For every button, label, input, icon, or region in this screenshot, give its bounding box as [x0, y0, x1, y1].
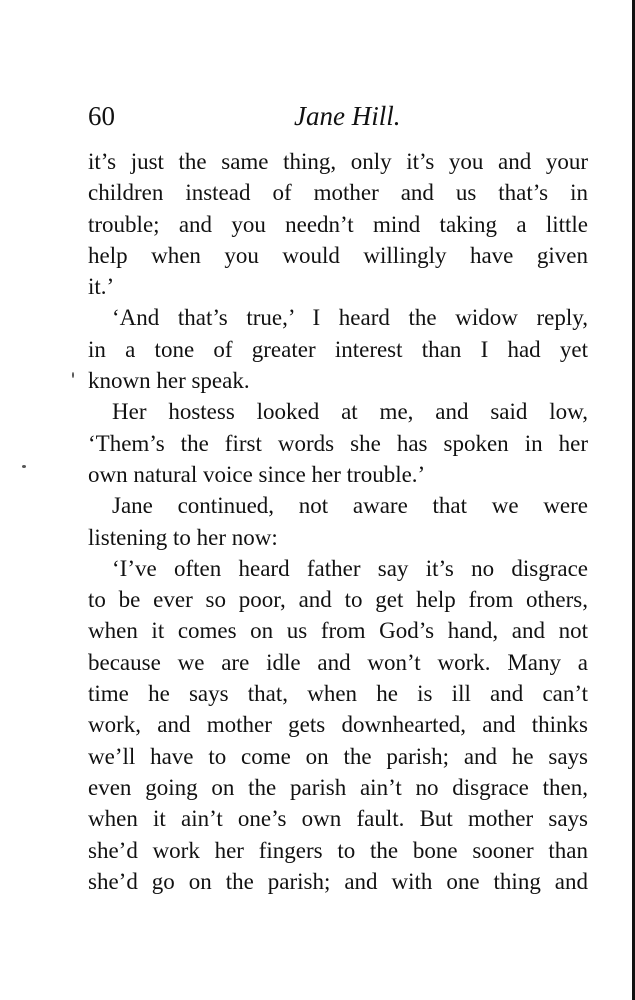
text-line: in a tone of greater interest than I had yet	[88, 336, 588, 362]
text-line: ‘And that’s true,’ I heard the widow reply,	[112, 305, 588, 331]
text-line: when it comes on us from God’s hand, and not	[88, 618, 588, 644]
text-line: time he says that, when he is ill and can’t	[88, 681, 588, 707]
text-line: help when you would willingly have given	[88, 242, 588, 268]
page-header	[88, 96, 588, 136]
text-line: she’d work her fingers to the bone sooner than	[88, 837, 588, 863]
text-line: trouble; and you needn’t mind taking a little	[88, 211, 588, 237]
margin-speck	[22, 465, 26, 468]
text-line: ‘Them’s the first words she has spoken in her	[88, 430, 588, 456]
text-line: Her hostess looked at me, and said low,	[112, 399, 588, 425]
text-line: it’s just the same thing, only it’s you and your	[88, 149, 588, 174]
text-line: when it ain’t one’s own fault. But mother says	[88, 806, 588, 832]
text-line: listening to her now:	[88, 524, 278, 550]
text-line: known her speak.	[88, 368, 250, 394]
text-line: ‘I’ve often heard father say it’s no disgrace	[112, 555, 588, 581]
margin-speck	[72, 372, 74, 378]
text-line: it.’	[88, 274, 115, 300]
text-line: to be ever so poor, and to get help from others,	[88, 587, 588, 613]
text-line: we’ll have to come on the parish; and he says	[88, 743, 588, 769]
page-number: 60	[88, 101, 115, 131]
text-line: Jane continued, not aware that we were	[112, 493, 588, 519]
running-title: Jane Hill.	[294, 101, 401, 131]
text-line: own natural voice since her trouble.’	[88, 461, 426, 487]
text-line: she’d go on the parish; and with one thing and	[88, 868, 588, 894]
body-text	[88, 146, 588, 897]
text-line: work, and mother gets downhearted, and thinks	[88, 712, 588, 738]
text-line: even going on the parish ain’t no disgrace then,	[88, 774, 588, 800]
text-line: because we are idle and won’t work. Many a	[88, 649, 588, 675]
text-line: children instead of mother and us that’s in	[88, 180, 588, 206]
